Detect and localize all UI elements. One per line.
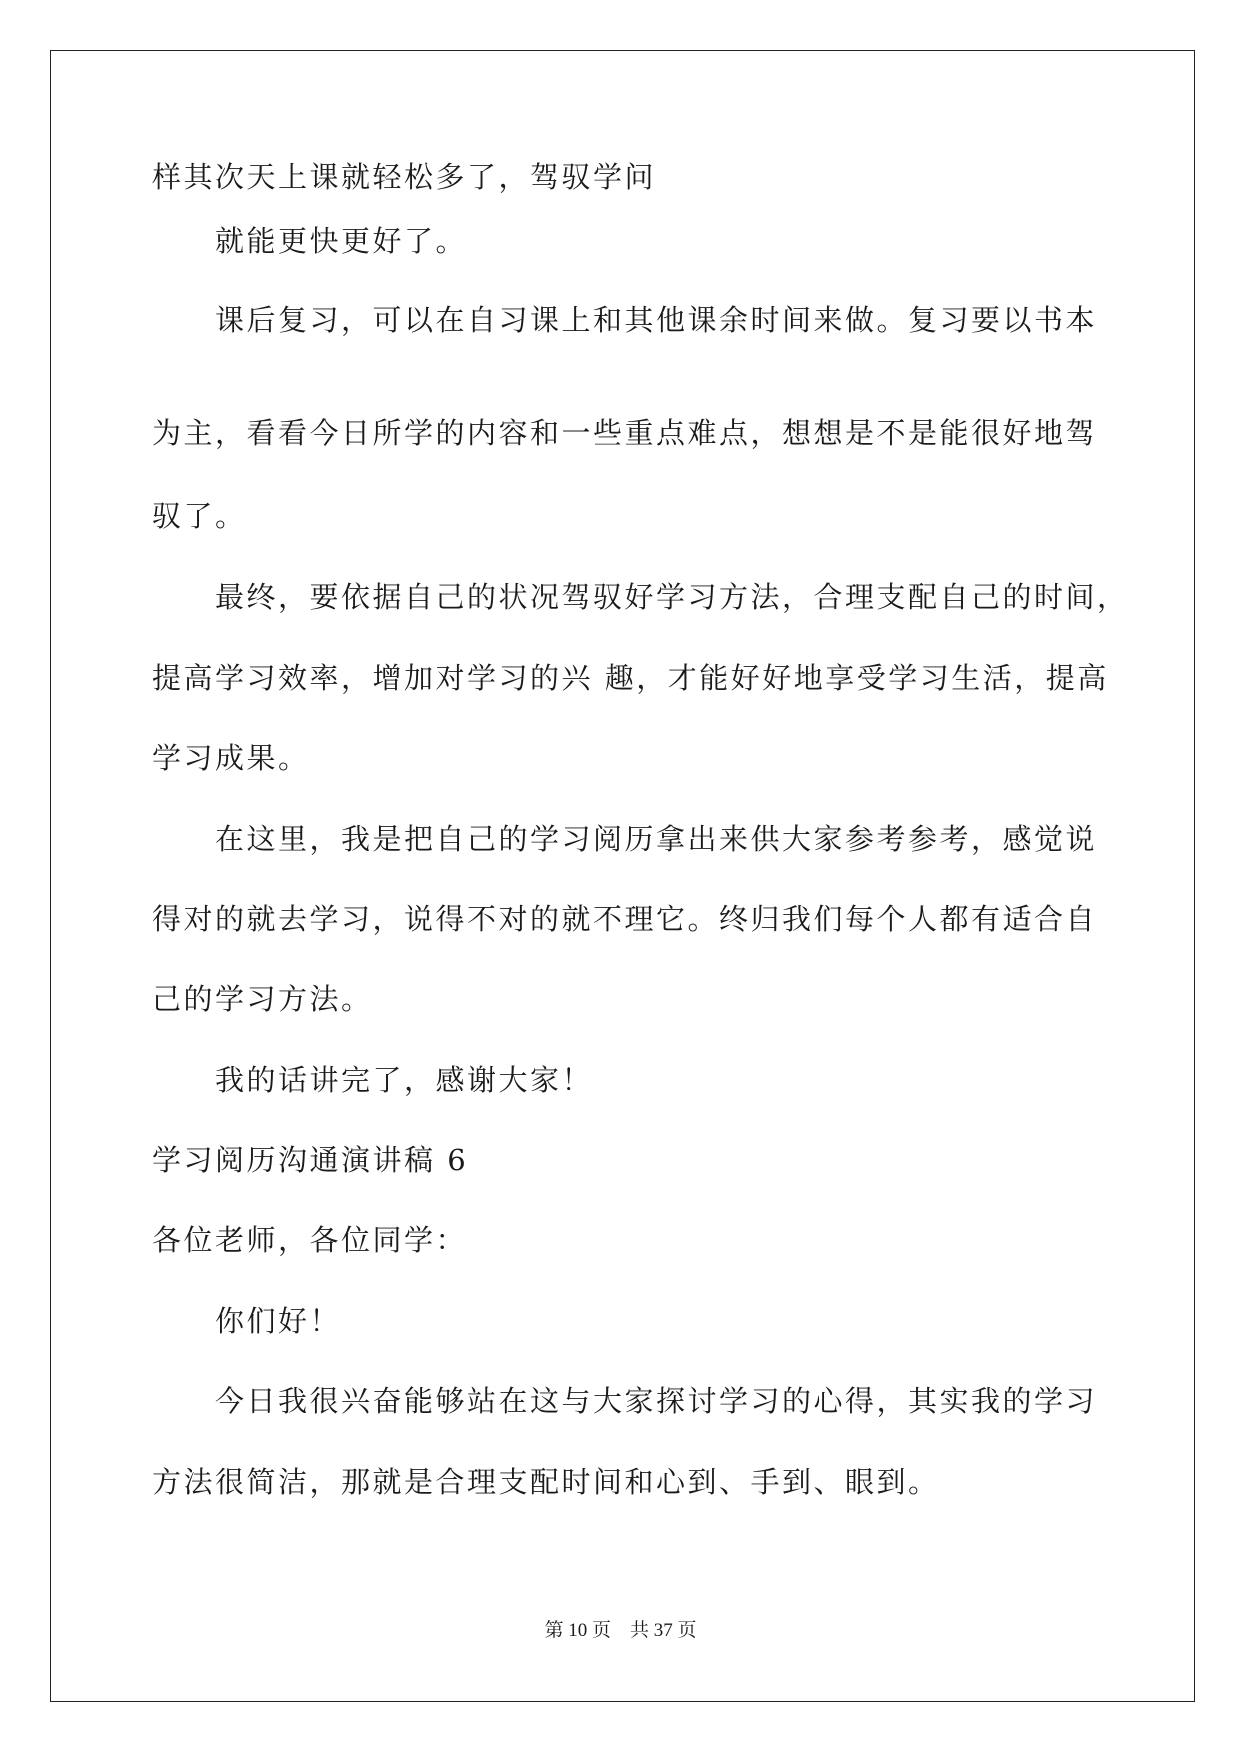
text-line: 为主，看看今日所学的内容和一些重点难点，想想是不是能很好地驾: [152, 416, 1098, 450]
page-number: 第 10 页 共 37 页: [544, 1620, 697, 1641]
text-line: 得对的就去学习，说得不对的就不理它。终归我们每个人都有适合自: [152, 902, 1098, 936]
text-line: 今日我很兴奋能够站在这与大家探讨学习的心得，其实我的学习: [215, 1384, 1098, 1418]
text-line: 我的话讲完了，感谢大家！: [215, 1063, 594, 1097]
text-line: 驭了。: [152, 499, 247, 533]
greeting: 你们好！: [215, 1304, 342, 1338]
text-line: 提高学习效率，增加对学习的兴 趣，才能好好地享受学习生活，提高: [152, 661, 1109, 695]
page-border: [50, 50, 1195, 1702]
text-line: 样其次天上课就轻松多了，驾驭学问: [152, 160, 657, 194]
salutation: 各位老师，各位同学：: [152, 1223, 468, 1257]
text-line: 学习成果。: [152, 741, 310, 775]
section-heading: 学习阅历沟通演讲稿 6: [152, 1143, 469, 1177]
text-line: 己的学习方法。: [152, 982, 373, 1016]
text-line: 在这里，我是把自己的学习阅历拿出来供大家参考参考，感觉说: [215, 822, 1098, 856]
text-line: 方法很简洁，那就是合理支配时间和心到、手到、眼到。: [152, 1465, 940, 1499]
text-line: 最终，要依据自己的状况驾驭好学习方法，合理支配自己的时间，: [215, 580, 1129, 614]
text-line: 就能更快更好了。: [215, 224, 468, 258]
text-line: 课后复习，可以在自习课上和其他课余时间来做。复习要以书本: [215, 303, 1098, 337]
